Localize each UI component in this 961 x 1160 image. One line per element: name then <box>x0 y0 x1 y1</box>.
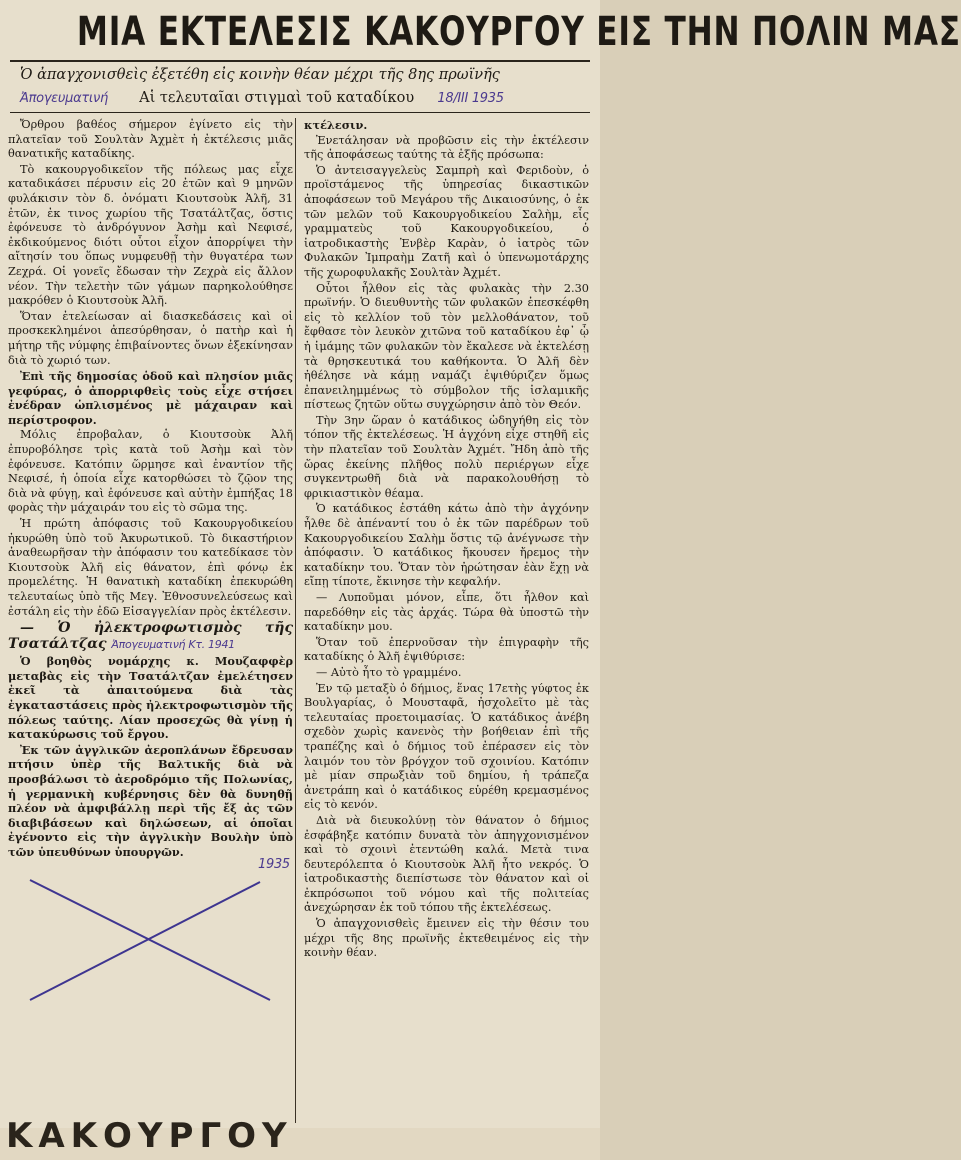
right-paragraph: Ἐν τῷ μεταξὺ ὁ δήμιος, ἕνας 17ετὴς γύφτος ἐκ Βουλγαρίας, ὁ Μουσταφᾶ, ἠσχολεῖτο μὲ τὰς τελευταίας προετοιμασίας. Ὁ κατάδικος ἀνέβη σχεδὸν χωρὶς κανενὸς τὴν βοήθειαν ἐπὶ τῆς τραπέζης καὶ ὁ δήμιος τοῦ ἐπέρασεν εἰς τὸν λαιμόν του τὸν βρόγχον τοῦ σχοινίου. Κατόπιν μὲ μίαν σπρωξιὰν τοῦ δημίου, ἡ τράπεζα ἀνετράπη καὶ ὁ κατάδικος εὑρέθη κρεμασμένος εἰς τὸ κενόν. <box>304 681 589 812</box>
handwritten-year-note: 1935 <box>258 857 290 872</box>
subheading-text: Ὁ ἠλεκτροφωτισμὸς τῆς Τσατάλτζας <box>8 620 293 653</box>
handwritten-date-note: 18/ΙΙΙ 1935 <box>437 91 504 106</box>
subtitle-rule <box>10 112 590 113</box>
right-paragraph: Ὁ κατάδικος ἐστάθη κάτω ἀπὸ τὴν ἀγχόνην ἦλθε δὲ ἀπέναντί του ὁ ἐκ τῶν παρέδρων τοῦ Κακουργοδικείου Σαλὴμ ὅστις τῷ ἀνέγνωσε τὴν ἀπόφασιν. Ὁ κατάδικος ἤκουσεν ἤρεμος τὴν καταδίκην του. Ὅταν τὸν ἠρώτησαν ἐὰν ἔχῃ νὰ εἴπῃ τίποτε, ἔκινησε τὴν κεφαλήν. <box>304 502 589 589</box>
cut-headline-fragment: ΚΑΚΟΥΡΓΟΥ <box>6 1116 293 1156</box>
subtitle-line-2 <box>20 88 580 110</box>
subtitle-line-1: Ὁ ἀπαγχονισθεὶς ἐξετέθη εἰς κοινὴν θέαν μέχρι τῆς 8ης πρωϊνῆς <box>20 67 500 83</box>
subheading-dash: — <box>20 620 34 637</box>
right-paragraph: Ἐνετάλησαν νὰ προβῶσιν εἰς τὴν ἐκτέλεσιν τῆς ἀποφάσεως ταύτης τὰ ἑξῆς πρόσωπα: <box>304 133 589 162</box>
right-paragraph: Τὴν 3ην ὥραν ὁ κατάδικος ὡδηγήθη εἰς τὸν τόπον τῆς ἐκτελέσεως. Ἡ ἀγχόνη εἶχε στηθῆ εἰς τὴν πλατεῖαν τοῦ Σουλτὰν Ἀχμέτ. Ἤδη ἀπὸ τῆς ὥρας ἐκείνης πλῆθος πολὺ περιέργων εἶχε συγκεντρωθῆ διὰ νὰ παρακολουθήσῃ τὸ φρικιαστικὸν θέαμα. <box>304 413 589 500</box>
left-paragraph: Μόλις ἐπροβαλαν, ὁ Κιουτσοὺκ Ἀλῆ ἐπυροβόλησε τρὶς κατὰ τοῦ Ἀσὴμ καὶ τὸν ἐφόνευσε. Κατόπιν ὥρμησε καὶ ἐναντίον τῆς Νεφισέ, ἡ ὁποία εἶχε κατορθώσει τὸ ζῷον της διὰ νὰ φύγῃ, καὶ ἐφόνευσε καὶ αὐτὴν ἐμπήξας 18 φορὰς τὴν μάχαιράν του εἰς τὸ σῶμα της. <box>8 428 293 515</box>
right-paragraph: — Αὐτὸ ἦτο τὸ γραμμένο. <box>316 665 462 679</box>
subtitle-text: Αἱ τελευταῖαι στιγμαὶ τοῦ καταδίκου <box>139 90 415 106</box>
right-paragraph: Ὅταν τοῦ ἐπερνοῦσαν τὴν ἐπιγραφὴν τῆς καταδίκης ὁ Ἀλῆ ἐψιθύρισε: <box>304 635 589 664</box>
column-divider <box>295 118 296 1123</box>
left-paragraph: Ἐπὶ τῆς δημοσίας ὁδοῦ καὶ πλησίον μιᾶς γεφύρας, ὁ ἀπορριφθεὶς τοὺς εἶχε στήσει ἐνέδραν ὡπλισμένος μὲ μάχαιραν καὶ περίστροφον. <box>8 369 293 427</box>
left-paragraph: Ἡ πρώτη ἀπόφασις τοῦ Κακουργοδικείου ἠκυρώθη ὑπὸ τοῦ Ἀκυρωτικοῦ. Τὸ δικαστήριον ἀναθεωρῆσαν τὴν ἀπόφασιν του κατεδίκασε τὸν Κιουτσοὺκ Ἀλῆ εἰς θάνατον, ἐπὶ φόνῳ ἐκ προμελέτης. Ἡ θανατικὴ καταδίκη ἐπεκυρώθη τελευταίως ὑπὸ τῆς Μεγ. Ἐθνοσυνελεύσεως καὶ ἐστάλη εἰς τὴν ἐδῶ Εἰσαγγελίαν πρὸς ἐκτέλεσιν. <box>8 517 293 618</box>
left-paragraph: Ὁ βοηθὸς νομάρχης κ. Μουζαφφὲρ μεταβὰς εἰς τὴν Τσατάλτζαν ἐμελέτησεν ἐκεῖ τὰ ἀπαιτούμενα διὰ τὰς ἐγκαταστάσεις πρὸς ἠλεκτροφωτισμὸν τῆς πόλεως ταύτης. Λίαν προσεχῶς θὰ γίνῃ ἡ κατακύρωσις τοῦ ἔργου. <box>8 654 293 742</box>
headline: ΜΙΑ ΕΚΤΕΛΕΣΙΣ ΚΑΚΟΥΡΓΟΥ ΕΙΣ ΤΗΝ ΠΟΛΙΝ ΜΑΣ <box>76 9 961 55</box>
left-paragraph: Ὄρθρου βαθέος σήμερον ἐγίνετο εἰς τὴν πλατεῖαν τοῦ Σουλτὰν Ἀχμὲτ ἡ ἐκτέλεσις μιᾶς θανατικῆς καταδίκης. <box>8 118 293 161</box>
left-paragraph-crossed: Ἐκ τῶν ἀγγλικῶν ἀεροπλάνων ἔδρευσαν πτήσιν ὑπὲρ τῆς Βαλτικῆς διὰ νὰ προσβάλωσι τὸ ἀεροδρόμιο τῆς Πολωνίας, ἡ γερμανικὴ κυβέρνησις δὲν θὰ δυνηθῇ πλέον νὰ ἀμφιβάλλῃ περὶ τῆς ἔξ ἀς τῶν διαβιβάσεων καὶ δηλώσεων, αἱ ὁποῖαι ἐγένοντο εἰς τὴν ἀγγλικὴν Βουλὴν ὑπὸ τῶν ὑπευθύνων ὑπουργῶν. <box>8 742 293 859</box>
headline-rule <box>10 60 590 62</box>
torn-bottom-strip <box>0 1116 600 1160</box>
right-paragraph: — Λυποῦμαι μόνον, εἶπε, ὅτι ἦλθον καὶ παρεδόθην εἰς τὰς ἀρχάς. Τώρα θὰ ὑποστῶ τὴν καταδίκην μου. <box>304 591 589 634</box>
left-paragraph: Ὅταν ἐτελείωσαν αἱ διασκεδάσεις καὶ οἱ προσκεκλημένοι ἀπεσύρθησαν, ὁ πατὴρ καὶ ἡ μήτηρ τῆς νύμφης ἐπιβαίνοντες ὄνων ἐξεκίνησαν διὰ τὸ χωριό των. <box>8 309 293 367</box>
left-column <box>8 118 293 1138</box>
right-paragraph: Ὁ ἀντεισαγγελεὺς Σαμπρὴ καὶ Φεριδοὺν, ὁ προϊστάμενος τῆς ὑπηρεσίας δικαστικῶν ἀποφάσεων τοῦ Μεγάρου τῆς Δικαιοσύνης, ὁ ἐκ τῶν μελῶν τοῦ Κακουργοδικείου Σαλὴμ, εἷς γραμματεὺς τοῦ Κακουργοδικείου, ὁ ἰατροδικαστὴς Ἐνβὲρ Καρὰν, ὁ ἰατρὸς τῶν Φυλακῶν Ἰμπραὴμ Ζατῆ καὶ ὁ ὑπενωμοτάρχης τῆς χωροφυλακῆς Σουλτὰν Ἀχμέτ. <box>304 163 589 279</box>
handwritten-source-note: Ἀπογευματινή <box>20 91 108 106</box>
handwritten-note: Ἀπογευματινή Κτ. 1941 <box>111 638 235 652</box>
right-paragraph: Διὰ νὰ διευκολύνῃ τὸν θάνατον ὁ δήμιος ἐσφάβηξε κατόπιν δυνατὰ τὸν ἀπηγχονισμένον καὶ τὸ σχοινὶ ἐτεντώθη καλά. Μετὰ τινα δευτερόλεπτα ὁ Κιουτσοὺκ Ἀλῆ ἦτο νεκρός. Ὁ ἰατροδικαστὴς διεπίστωσε τὸν θάνατον καὶ οἱ ἐκπρόσωποι τοῦ νόμου καὶ τῆς πολιτείας ἀνεχώρησαν ἐκ τοῦ τόπου τῆς ἐκτελέσεως. <box>304 813 589 915</box>
section-subheading <box>8 620 293 653</box>
right-column <box>304 118 589 1138</box>
right-paragraph: κτέλεσιν. <box>304 118 368 132</box>
right-paragraph: Οὗτοι ἦλθον εἰς τὰς φυλακὰς τὴν 2.30 πρωϊνήν. Ὁ διευθυντὴς τῶν φυλακῶν ἐπεσκέφθη εἰς τὸ κελλίον τοῦ τὸν μελλοθάνατον, τοῦ ἔφθασε τὸν λευκὸν χιτῶνα τοῦ καταδίκου ἐφ᾽ ᾧ ἡ ἰμάμης τῶν φυλακῶν τὸν ἔκαλεσε νὰ ἐκτελέσῃ τὰ θρησκευτικά του καθήκοντα. Ὁ Ἀλῆ δὲν ἠθέλησε νὰ κάμῃ ναμάζι ἐψιθύριζεν ὅμως ἐπανειλημμένως τὸ σύμβολον τῆς ἰσλαμικῆς πίστεως ζητῶν οὕτω συγχώρησιν ἀπὸ τὸν Θεόν. <box>304 281 589 412</box>
right-paragraph: Ὁ ἀπαγχονισθεὶς ἔμεινεν εἰς τὴν θέσιν του μέχρι τῆς 8ης πρωϊνῆς ἐκτεθειμένος εἰς τὴν κοινὴν θέαν. <box>304 917 589 960</box>
left-paragraph: Τὸ κακουργοδικεῖον τῆς πόλεως μας εἶχε καταδικάσει πέρυσιν εἰς 20 ἐτῶν καὶ 9 μηνῶν φυλάκισιν τὸν δ. ὀνόματι Κιουτσοὺκ Ἀλῆ, 31 ἐτῶν, ἐκ τινος χωρίου τῆς Τσατάλτζας, ὅστις ἐφόνευσε τὸ ἀνδρόγυνον Ἀσὴμ καὶ Νεφισέ, ἐκδικούμενος διότι οὗτοι εἶχον ἀπορρίψει τὴν αἴτησίν του ὅπως νυμφευθῇ τὴν θυγατέρα των Ζεχρά. Οἱ γονεῖς ἔδωσαν τὴν Ζεχρὰ εἰς ἄλλον νέον. Τὴν τελετὴν τῶν γάμων παρηκολούθησε μακρόθεν ὁ Κιουτσοὺκ Ἀλῆ. <box>8 162 293 308</box>
